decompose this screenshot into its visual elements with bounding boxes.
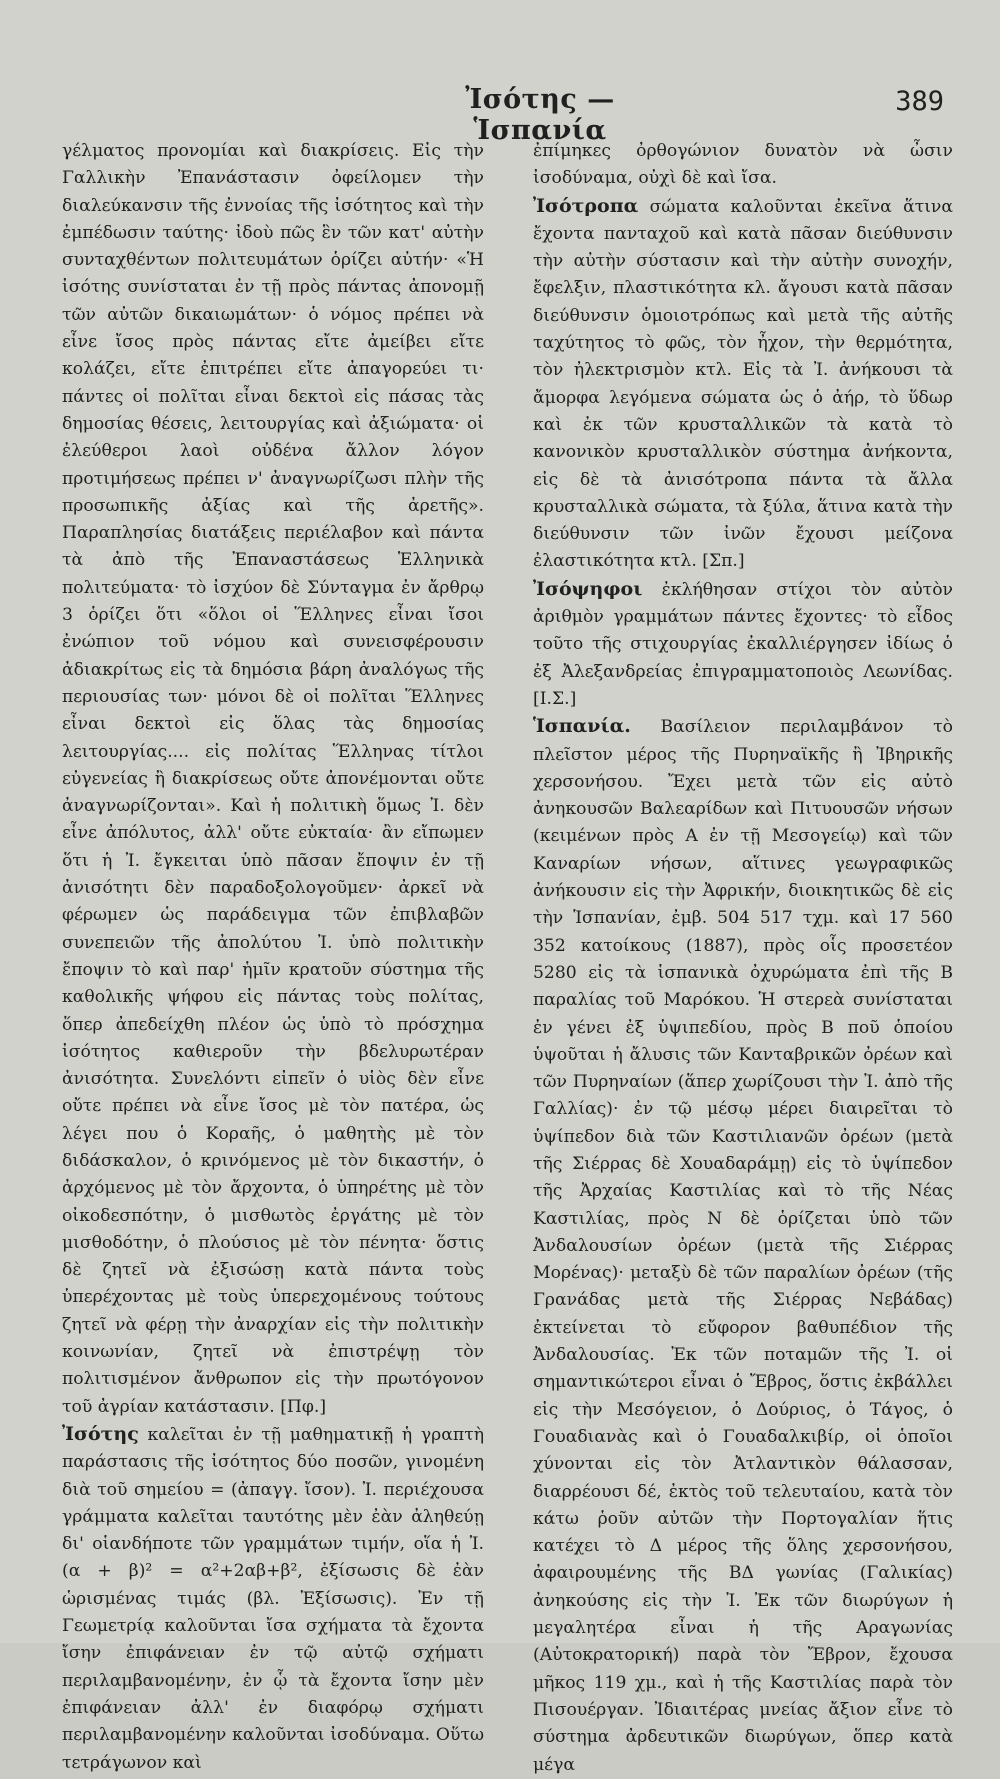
entry-text: ἐκλήθησαν στίχοι τὸν αὐτὸν ἀριθμὸν γραμμάτων πάντες ἔχοντες· τὸ εἶδος τοῦτο τῆς στιχουργίας ἐκαλλιέργησεν ἰδίως ὁ ἐξ Ἀλεξανδρείας ἐπιγραμματοποιὸς Λεωνίδας. [533, 579, 953, 682]
entry-isopsifoi [533, 576, 953, 713]
entry-isotis-continued-right [533, 138, 953, 193]
page-header [0, 84, 1000, 146]
right-column [533, 138, 953, 1779]
author-signature: [Ι.Σ.] [533, 688, 577, 709]
page-number: 389 [895, 86, 944, 117]
entry-text: καλεῖται ἐν τῇ μαθηματικῇ ἡ γραπτὴ παράστασις τῆς ἰσότητος δύο ποσῶν, γινομένη διὰ τοῦ σημείου = (ἀπαγγ. ἴσον). Ἰ. περιέχουσα γράμματα καλεῖται ταυτότης μὲν ἐὰν ἀληθεύῃ δι' οἱανδήποτε τῶν γραμμάτων τιμήν, οἵα ἡ Ἰ. (α + β)² = α²+2αβ+β², ἐξίσωσις δὲ ἐὰν ὡρισμένας τιμάς (βλ. Ἐξίσωσις). Ἐν τῇ Γεωμετρίᾳ καλοῦνται ἴσα σχήματα τὰ ἔχοντα ἴσην ἐπιφάνειαν ἐν τῷ αὐτῷ σχήματι περιλαμβανομένην, ἐν ᾧ τὰ ἔχοντα ἴσην μὲν ἐπιφάνειαν ἀλλ' ἐν διαφόρῳ σχήματι περιλαμβανομένην καλοῦνται ἰσοδύναμα. Οὕτω τετράγωνον καὶ [62, 1424, 484, 1773]
entry-headword: Ἰσότροπα [533, 194, 639, 217]
entry-isotis-continued [62, 138, 484, 1421]
left-column [62, 138, 484, 1777]
entry-headword: Ἱσπανία. [533, 715, 631, 738]
entry-isotropa [533, 193, 953, 576]
entry-ispania [533, 713, 953, 1779]
entry-text: Βασίλειον περιλαμβάνον τὸ πλεῖστον μέρος τῆς Πυρηναϊκῆς ἢ Ἰβηρικῆς χερσονήσου. Ἔχει μετὰ τῶν εἰς αὐτὸ ἀνηκουσῶν Βαλεαρίδων καὶ Πιτυουσῶν νήσων (κειμένων πρὸς Α ἐν τῇ Μεσογείῳ) καὶ τῶν Καναρίων νήσων, αἵτινες γεωγραφικῶς ἀνήκουσιν εἰς τὴν Ἀφρικήν, διοικητικῶς δὲ εἰς τὴν Ἱσπανίαν, ἐμβ. 504 517 τχμ. καὶ 17 560 352 κατοίκους (1887), πρὸς οἷς προσετέον 5280 εἰς τὰ ἱσπανικὰ ὀχυρώματα ἐπὶ τῆς Β παραλίας τοῦ Μαρόκου. Ἡ στερεὰ συνίσταται ἐν γένει ἐξ ὑψιπεδίου, πρὸς Β ποῦ ὁποίου ὑψοῦται ἡ ἄλυσις τῶν Κανταβρικῶν ὀρέων καὶ τῶν Πυρηναίων (ἅπερ χωρίζουσι τὴν Ἰ. ἀπὸ τῆς Γαλλίας)· ἐν τῷ μέσῳ μέρει διαιρεῖται τὸ ὑψίπεδον διὰ τῶν Καστιλιανῶν ὀρέων (μετὰ τῆς Σιέρρας δὲ Χουαδαράμῃ) εἰς τὸ ὑψίπεδον τῆς Ἀρχαίας Καστιλίας καὶ τὸ τῆς Νέας Καστιλίας, πρὸς Ν δὲ ὁρίζεται ὑπὸ τῶν Ἀνδαλουσίων ὀρέων (μετὰ τῆς Σιέρρας Μορένας)· μεταξὺ δὲ τῶν παραλίων ὀρέων (τῆς Γρανάδας μετὰ τῆς Σιέρρας Νεβάδας) ἐκτείνεται τὸ εὔφορον βαθυπέδιον τῆς Ἀνδαλουσίας. Ἐκ τῶν ποταμῶν τῆς Ἰ. οἱ σημαντικώτεροι εἶναι ὁ Ἔβρος, ὅστις ἐκβάλλει εἰς τὴν Μεσόγειον, ὁ Δούριος, ὁ Τάγος, ὁ Γουαδιανὰς καὶ ὁ Γουαδαλκιβίρ, οἱ ὁποῖοι χύνονται εἰς τὸν Ἀτλαντικὸν θάλασσαν, διαρρέουσι δέ, ἐκτὸς τοῦ τελευταίου, κατὰ τὸν κάτω ῥοῦν αὐτῶν τὴν Πορτογαλίαν ἥτις κατέχει τὸ Δ μέρος τῆς ὅλης χερσονήσου, ἀφαιρουμένης τῆς ΒΔ γωνίας (Γαλικίας) ἀνηκούσης εἰς τὴν Ἰ. Ἐκ τῶν διωρύγων ἡ μεγαλητέρα εἶναι ἡ τῆς Αραγωνίας (Αὐτοκρατορική) παρὰ τὸν Ἔβρον, ἔχουσα μῆκος 119 χμ., καὶ ἡ τῆς Καστιλίας παρὰ τὸν Πισουέργαν. Ἰδιαιτέρας μνείας ἄξιον εἶνε τὸ σύστημα ἀρδευτικῶν διωρύγων, ὅπερ κατὰ μέγα [533, 717, 954, 1775]
entry-headword: Ἰσότης [62, 1422, 139, 1445]
entry-text: ἐπίμηκες ὀρθογώνιον δυνατὸν νὰ ὦσιν ἰσοδύναμα, οὐχὶ δὲ καὶ ἴσα. [533, 141, 953, 189]
entry-headword: Ἰσόψηφοι [533, 577, 643, 600]
entry-text: γέλματος προνομίαι καὶ διακρίσεις. Εἰς τὴν Γαλλικὴν Ἐπανάστασιν ὀφείλομεν τὴν διαλεύκανσιν τῆς ἐννοίας τῆς ἰσότητος καὶ τὴν ἐμπέδωσιν ταύτης· ἰδοὺ πῶς ἓν τῶν κατ' αὐτὴν συνταχθέντων πολιτευμάτων ὁρίζει αὐτήν· «Ἡ ἰσότης συνίσταται ἐν τῇ πρὸς πάντας ἀπονομῇ τῶν αὐτῶν δικαιωμάτων· ὁ νόμος πρέπει νὰ εἶνε ἴσος πρὸς πάντας εἴτε ἀμείβει εἴτε κολάζει, εἴτε ἐπιτρέπει εἴτε ἀπαγορεύει τι· πάντες οἱ πολῖται εἶναι δεκτοὶ εἰς πάσας τὰς δημοσίας θέσεις, λειτουργίας καὶ ἀξιώματα· οἱ ἐλεύθεροι λαοὶ οὐδένα ἄλλον λόγον προτιμήσεως πρέπει ν' ἀναγνωρίζωσι πλὴν τῆς προσωπικῆς ἀξίας καὶ τῆς ἀρετῆς». Παραπλησίας διατάξεις περιέλαβον καὶ πάντα τὰ ἀπὸ τῆς Ἐπαναστάσεως Ἑλληνικὰ πολιτεύματα· τὸ ἰσχύον δὲ Σύνταγμα ἐν ἄρθρῳ 3 ὁρίζει ὅτι «ὅλοι οἱ Ἕλληνες εἶναι ἴσοι ἐνώπιον τοῦ νόμου καὶ συνεισφέρουσιν ἀδιακρίτως εἰς τὰ δημόσια βάρη ἀναλόγως τῆς περιουσίας των· μόνοι δὲ οἱ πολῖται Ἕλληνες εἶναι δεκτοὶ εἰς ὅλας τὰς δημοσίας λειτουργίας.... εἰς πολίτας Ἕλληνας τίτλοι εὐγενείας ἢ διακρίσεως οὔτε ἀπονέμονται οὔτε ἀναγνωρίζονται». Καὶ ἡ πολιτικὴ ὅμως Ἰ. δὲν εἶνε ἀπόλυτος, ἀλλ' οὔτε εὐκταία· ἂν εἴπωμεν ὅτι ἡ Ἰ. ἔγκειται ὑπὸ πᾶσαν ἔποψιν ἐν τῇ ἀνισότητι δὲν παραδοξολογοῦμεν· ἀρκεῖ νὰ φέρωμεν ὡς παράδειγμα τῶν ἐπιβλαβῶν συνεπειῶν τῆς ἀπολύτου Ἰ. ὑπὸ πολιτικὴν ἔποψιν τὸ καὶ παρ' ἡμῖν κρατοῦν σύστημα τῆς καθολικῆς ψήφου εἰς πάντας τοὺς πολίτας, ὅπερ ἀπεδείχθη πλέον ὡς ὑπὸ τὸ πρόσχημα ἰσότητος καθιεροῦν τὴν βδελυρωτέραν ἀνισότητα. Συνελόντι εἰπεῖν ὁ υἱὸς δὲν εἶνε οὔτε πρέπει νὰ εἶνε ἴσος μὲ τὸν πατέρα, ὡς λέγει που ὁ Κοραῆς, ὁ μαθητὴς μὲ τὸν διδάσκαλον, ὁ κρινόμενος μὲ τὸν δικαστήν, ὁ ἀρχόμενος μὲ τὸν ἄρχοντα, ὁ ὑπηρέτης μὲ τὸν οἰκοδεσπότην, ὁ μισθωτὸς ἐργάτης μὲ τὸν μισθοδότην, ὁ πλούσιος μὲ τὸν πένητα· ὅστις δὲ ζητεῖ νὰ ἐξισώσῃ κατὰ πάντα τοὺς ὑπερέχοντας μὲ τοὺς ὑπερεχομένους τούτους ζητεῖ νὰ φέρῃ τὴν ἀναρχίαν εἰς τὴν πολιτικὴν κοινωνίαν, ζητεῖ νὰ ἐπιστρέψῃ τὸν πολιτισμένον ἄνθρωπον εἰς τὴν πρωτόγονον τοῦ ἀγρίαν κατάστασιν. [62, 141, 484, 1417]
author-signature: [Πφ.] [280, 1396, 327, 1417]
entry-text: σώματα καλοῦνται ἐκεῖνα ἅτινα ἔχοντα πανταχοῦ καὶ κατὰ πᾶσαν διεύθυνσιν τὴν αὐτὴν σύστασιν καὶ τὴν αὐτὴν συνοχήν, ἔφελξιν, πλαστικότητα κλ. ἄγουσι κατὰ πᾶσαν διεύθυνσιν ὁμοιοτρόπως καὶ μετὰ τῆς αὐτῆς ταχύτητος τὸ φῶς, τὸν ἦχον, τὴν θερμότητα, τὸν ἠλεκτρισμὸν κτλ. Εἰς τὰ Ἰ. ἀνήκουσι τὰ ἄμορφα λεγόμενα σώματα ὡς ὁ ἀήρ, τὸ ὕδωρ καὶ ἐκ τῶν κρυσταλλικῶν τὰ κατὰ τὸ κανονικὸν κρυσταλλικὸν σύστημα ἀνήκοντα, εἰς δὲ τὰ ἀνισότροπα πάντα τὰ ἄλλα κρυσταλλικὰ σώματα, τὰ ξύλα, ἅτινα κατὰ τὴν διεύθυνσιν τῶν ἰνῶν ἔχουσι μείζονα ἐλαστικότητα κτλ. [533, 196, 953, 572]
running-head: Ἰσότης — Ἱσπανία [465, 84, 615, 146]
entry-isotis-math [62, 1421, 484, 1777]
author-signature: [Σπ.] [702, 551, 745, 572]
